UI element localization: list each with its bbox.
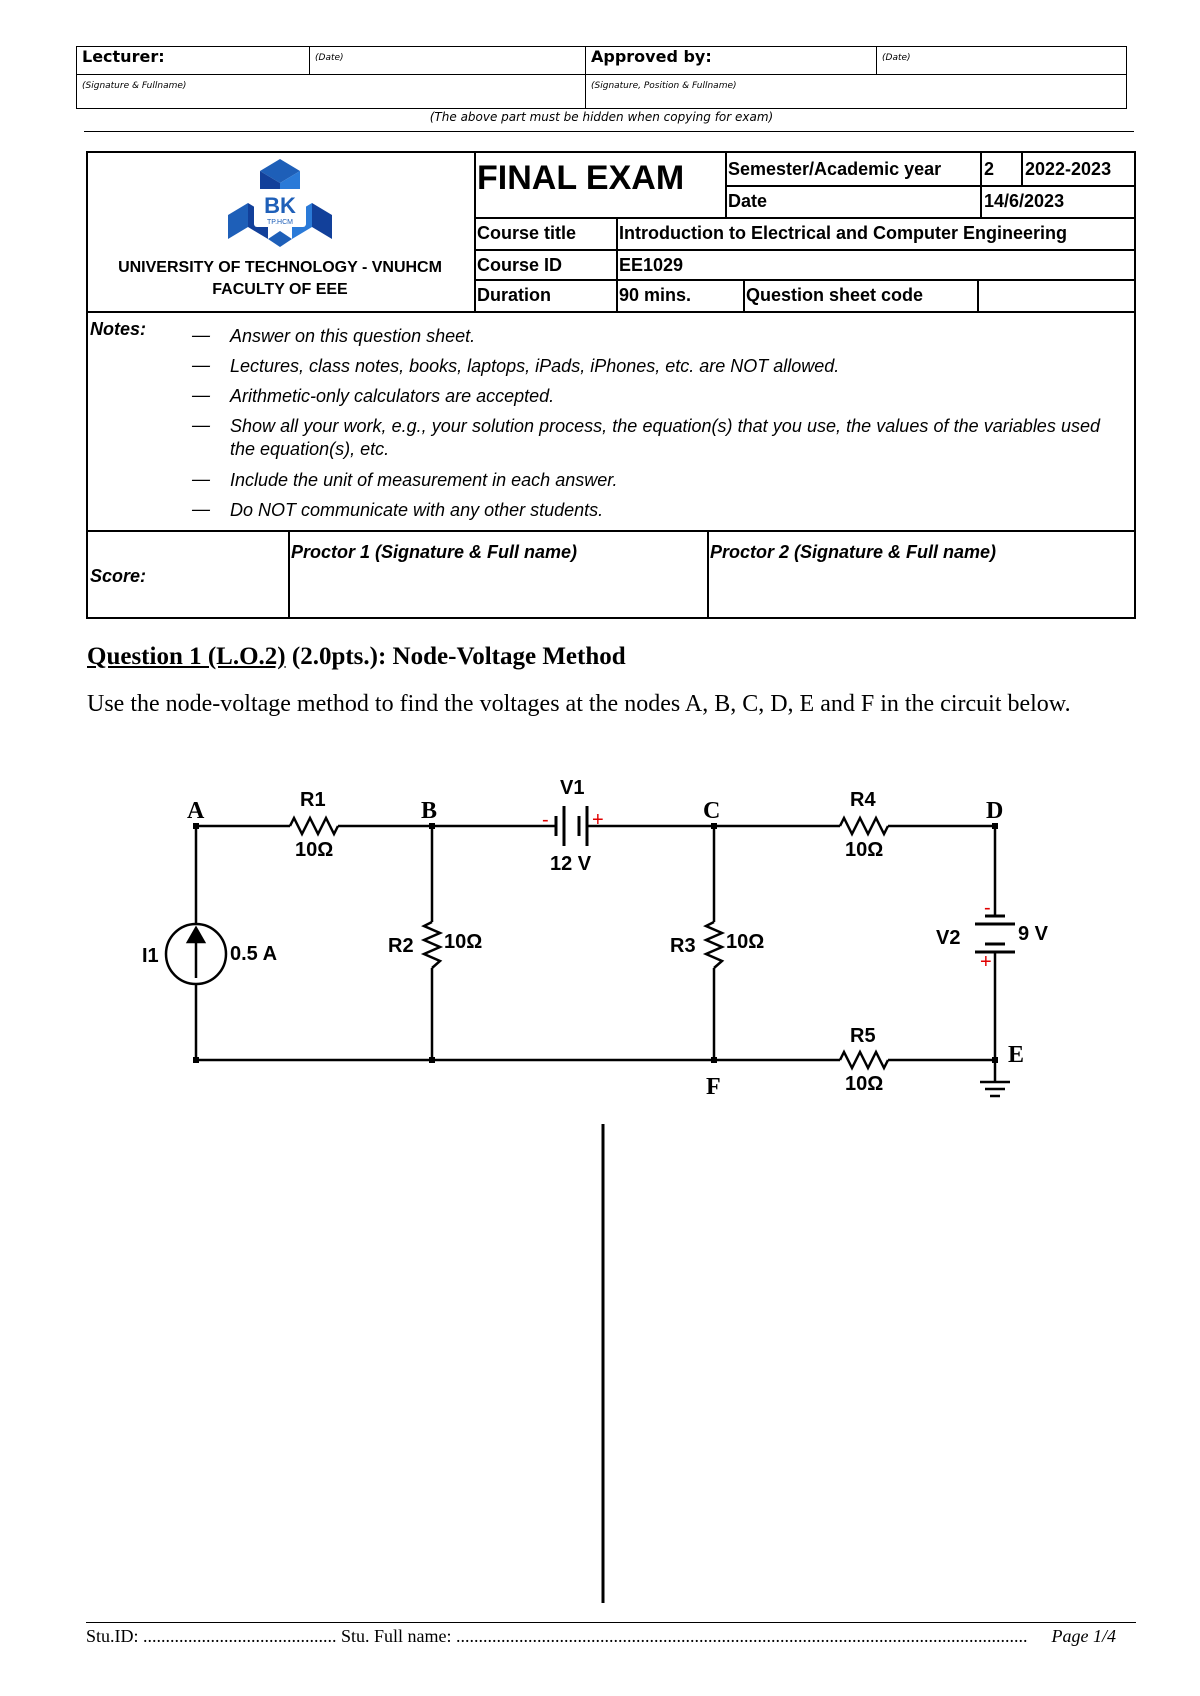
duration-label: Duration bbox=[477, 285, 551, 305]
exam-title: FINAL EXAM bbox=[477, 159, 685, 197]
i1-name: I1 bbox=[142, 945, 159, 967]
r3-name: R3 bbox=[670, 935, 696, 957]
date-label-2: (Date) bbox=[882, 53, 911, 63]
footer-divider bbox=[86, 1622, 1136, 1623]
v1-minus: - bbox=[542, 809, 549, 831]
lecturer-sub: (Signature & Fullname) bbox=[82, 81, 187, 91]
date-value: 14/6/2023 bbox=[984, 191, 1065, 211]
current-source-icon bbox=[166, 924, 226, 984]
semester-value: 2 bbox=[984, 159, 995, 179]
duration-value: 90 mins. bbox=[619, 285, 692, 305]
v2-minus: - bbox=[984, 897, 991, 919]
note-dash: — bbox=[192, 499, 210, 519]
academic-year-value: 2022-2023 bbox=[1025, 159, 1112, 179]
note-text: Lectures, class notes, books, laptops, iPads, iPhones, etc. are NOT allowed. bbox=[230, 356, 840, 376]
student-name-field: Stu. Full name: ............................................................................................................................... bbox=[341, 1626, 1028, 1646]
note-text: Answer on this question sheet. bbox=[230, 326, 476, 346]
r1-resistor-icon bbox=[290, 818, 338, 834]
note-text: Include the unit of measurement in each answer. bbox=[230, 470, 618, 490]
node-b-label: B bbox=[421, 798, 438, 824]
r3-value: 10Ω bbox=[726, 931, 765, 953]
course-title-label: Course title bbox=[477, 223, 577, 243]
score-label: Score: bbox=[90, 566, 147, 586]
v1-plus: + bbox=[592, 809, 604, 831]
node-c-label: C bbox=[703, 798, 721, 824]
ground-icon bbox=[980, 1082, 1010, 1096]
proctor1-label: Proctor 1 (Signature & Full name) bbox=[291, 542, 578, 562]
semester-label: Semester/Academic year bbox=[728, 159, 942, 179]
r2-name: R2 bbox=[388, 935, 414, 957]
university-name: UNIVERSITY OF TECHNOLOGY - VNUHCM bbox=[118, 259, 442, 276]
v2-battery-icon bbox=[975, 916, 1015, 952]
v2-plus: + bbox=[980, 951, 992, 973]
note-dash: — bbox=[192, 355, 210, 375]
v1-name: V1 bbox=[560, 777, 585, 799]
date-label: Date bbox=[728, 191, 768, 211]
student-id-field: Stu.ID: ........................................... bbox=[86, 1626, 337, 1646]
v2-name: V2 bbox=[936, 927, 961, 949]
footer bbox=[86, 1626, 1116, 1647]
r4-resistor-icon bbox=[840, 818, 888, 834]
v2-value: 9 V bbox=[1018, 923, 1049, 945]
approved-label: Approved by: bbox=[591, 47, 712, 66]
node-a-label: A bbox=[187, 798, 205, 824]
note-text: Do NOT communicate with any other students. bbox=[230, 500, 604, 520]
r5-resistor-icon bbox=[840, 1052, 888, 1068]
r3-resistor-icon bbox=[706, 922, 722, 968]
r5-value: 10Ω bbox=[845, 1073, 884, 1095]
note-dash: — bbox=[192, 385, 210, 405]
faculty-name: FACULTY OF EEE bbox=[212, 281, 348, 298]
r4-value: 10Ω bbox=[845, 839, 884, 861]
note-dash: — bbox=[192, 325, 210, 345]
hidden-note: (The above part must be hidden when copying for exam) bbox=[429, 110, 774, 124]
notes-label: Notes: bbox=[90, 319, 147, 339]
r5-name: R5 bbox=[850, 1025, 876, 1047]
proctor2-label: Proctor 2 (Signature & Full name) bbox=[710, 542, 997, 562]
note-dash: — bbox=[192, 469, 210, 489]
page-number: Page 1/4 bbox=[1051, 1626, 1116, 1646]
question-number: Question 1 (L.O.2) bbox=[87, 643, 286, 670]
r4-name: R4 bbox=[850, 789, 876, 811]
i1-value: 0.5 A bbox=[230, 943, 278, 965]
approved-sub: (Signature, Position & Fullname) bbox=[591, 81, 737, 91]
course-id-value: EE1029 bbox=[619, 255, 684, 275]
logo-text: BK bbox=[264, 193, 296, 218]
node-e-label: E bbox=[1008, 1042, 1025, 1068]
v1-value: 12 V bbox=[550, 853, 592, 875]
r2-resistor-icon bbox=[424, 922, 440, 968]
note-text: Show all your work, e.g., your solution process, the equation(s) that you use, the values of the variables used the equation(s), etc. bbox=[230, 416, 1100, 459]
question-title-rest: (2.0pts.): Node-Voltage Method bbox=[285, 643, 626, 670]
lecturer-label: Lecturer: bbox=[82, 47, 165, 66]
node-f-label: F bbox=[706, 1074, 721, 1100]
course-title-value: Introduction to Electrical and Computer Engineering bbox=[619, 223, 1068, 243]
r1-name: R1 bbox=[300, 789, 326, 811]
note-text: Arithmetic-only calculators are accepted. bbox=[230, 386, 555, 406]
sheet-code-label: Question sheet code bbox=[746, 285, 924, 305]
r1-value: 10Ω bbox=[295, 839, 334, 861]
r2-value: 10Ω bbox=[444, 931, 483, 953]
v1-battery-icon bbox=[556, 806, 587, 846]
note-dash: — bbox=[192, 415, 210, 435]
logo-subtext: TP.HCM bbox=[267, 219, 293, 226]
node-d-label: D bbox=[986, 798, 1004, 824]
course-id-label: Course ID bbox=[477, 255, 563, 275]
question-text: Use the node-voltage method to find the voltages at the nodes A, B, C, D, E and F in the circuit below. bbox=[87, 691, 1071, 717]
date-label: (Date) bbox=[315, 53, 344, 63]
